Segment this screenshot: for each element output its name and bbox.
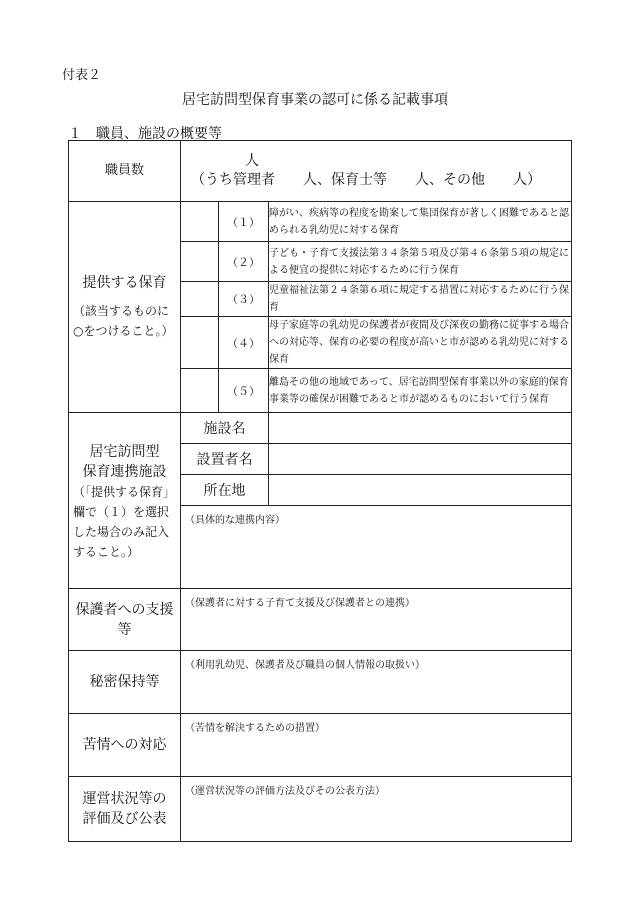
partnership-details-field[interactable]: （具体的な連携内容） [181, 506, 572, 589]
care-option-3-number: （３） [219, 282, 269, 317]
care-option-4-mark-cell[interactable] [181, 317, 219, 369]
confidentiality-label: 秘密保持等 [69, 651, 181, 714]
founder-name-label: 設置者名 [181, 444, 269, 475]
care-type-label: 提供する保育 [82, 275, 167, 291]
document-title: 居宅訪問型保育事業の認可に係る記載事項 [182, 92, 448, 108]
address-label: 所在地 [181, 475, 269, 506]
partner-facility-note: （「提供する保育」欄で（１）を選択した場合のみ記入すること。） [73, 484, 176, 559]
care-option-2-mark-cell[interactable] [181, 242, 219, 282]
care-option-1-number: （１） [219, 202, 269, 242]
staff-count-total: 人 [245, 153, 259, 169]
confidentiality-field[interactable]: （利用乳幼児、保護者及び職員の個人情報の取扱い） [181, 651, 572, 714]
complaint-row [69, 714, 572, 777]
evaluation-row [69, 777, 572, 842]
appendix-label: 付表２ [62, 68, 102, 83]
care-option-4-number: （４） [219, 317, 269, 369]
facility-name-row [69, 413, 572, 444]
care-option-4-text: 母子家庭等の乳幼児の保護者が夜間及び深夜の勤務に従事する場合への対応等、保育の必要の程度が高いと市が認める乳幼児に対する保育 [269, 317, 572, 369]
parent-support-row [69, 589, 572, 651]
care-option-5-text: 離島その他の地域であって、居宅訪問型保育事業以外の家庭的保育事業等の確保が困難であると市が認めるものにおいて行う保育 [269, 369, 572, 413]
address-field[interactable] [269, 475, 572, 506]
partner-facility-label-cell [69, 413, 181, 589]
evaluation-label-line2: 評価及び公表 [82, 811, 167, 827]
founder-name-field[interactable] [269, 444, 572, 475]
complaint-label: 苦情への対応 [69, 714, 181, 777]
partner-facility-label-line2: 保育連携施設 [82, 463, 167, 480]
section-title: １ 職員、施設の概要等 [68, 126, 222, 142]
staff-row [69, 141, 572, 202]
care-option-1-text: 障がい、疾病等の程度を勘案して集団保育が著しく困難であると認められる乳幼児に対する保育 [269, 202, 572, 242]
staff-count-field[interactable] [181, 141, 572, 202]
care-type-label-cell [69, 202, 181, 413]
evaluation-label-line1: 運営状況等の [82, 791, 167, 807]
partner-facility-label-line1: 居宅訪問型 [89, 443, 160, 460]
complaint-field[interactable]: （苦情を解決するための措置） [181, 714, 572, 777]
care-option-5-mark-cell[interactable] [181, 369, 219, 413]
evaluation-field[interactable]: （運営状況等の評価方法及びその公表方法） [181, 777, 572, 842]
care-option-5-number: （５） [219, 369, 269, 413]
parent-support-label: 保護者への支援等 [69, 589, 181, 651]
care-option-3-text: 児童福祉法第２４条第６項に規定する措置に対応するために行う保育 [269, 282, 572, 317]
staff-count-label: 職員数 [69, 141, 181, 202]
care-option-1-mark-cell[interactable] [181, 202, 219, 242]
care-option-row-1 [69, 202, 572, 242]
care-option-2-text: 子ども・子育て支援法第３４条第５項及び第４６条第５項の規定による便宜の提供に対応するために行う保育 [269, 242, 572, 282]
evaluation-label-cell [69, 777, 181, 842]
confidentiality-row [69, 651, 572, 714]
parent-support-field[interactable]: （保護者に対する子育て支援及び保護者との連携） [181, 589, 572, 651]
form-table [68, 140, 572, 842]
facility-name-field[interactable] [269, 413, 572, 444]
care-type-note: （該当するものに○をつけること。） [73, 304, 174, 338]
care-option-3-mark-cell[interactable] [181, 282, 219, 317]
staff-count-breakdown: （うち管理者 人、保育士等 人、その他 人） [191, 172, 541, 188]
care-option-2-number: （２） [219, 242, 269, 282]
facility-name-label: 施設名 [181, 413, 269, 444]
